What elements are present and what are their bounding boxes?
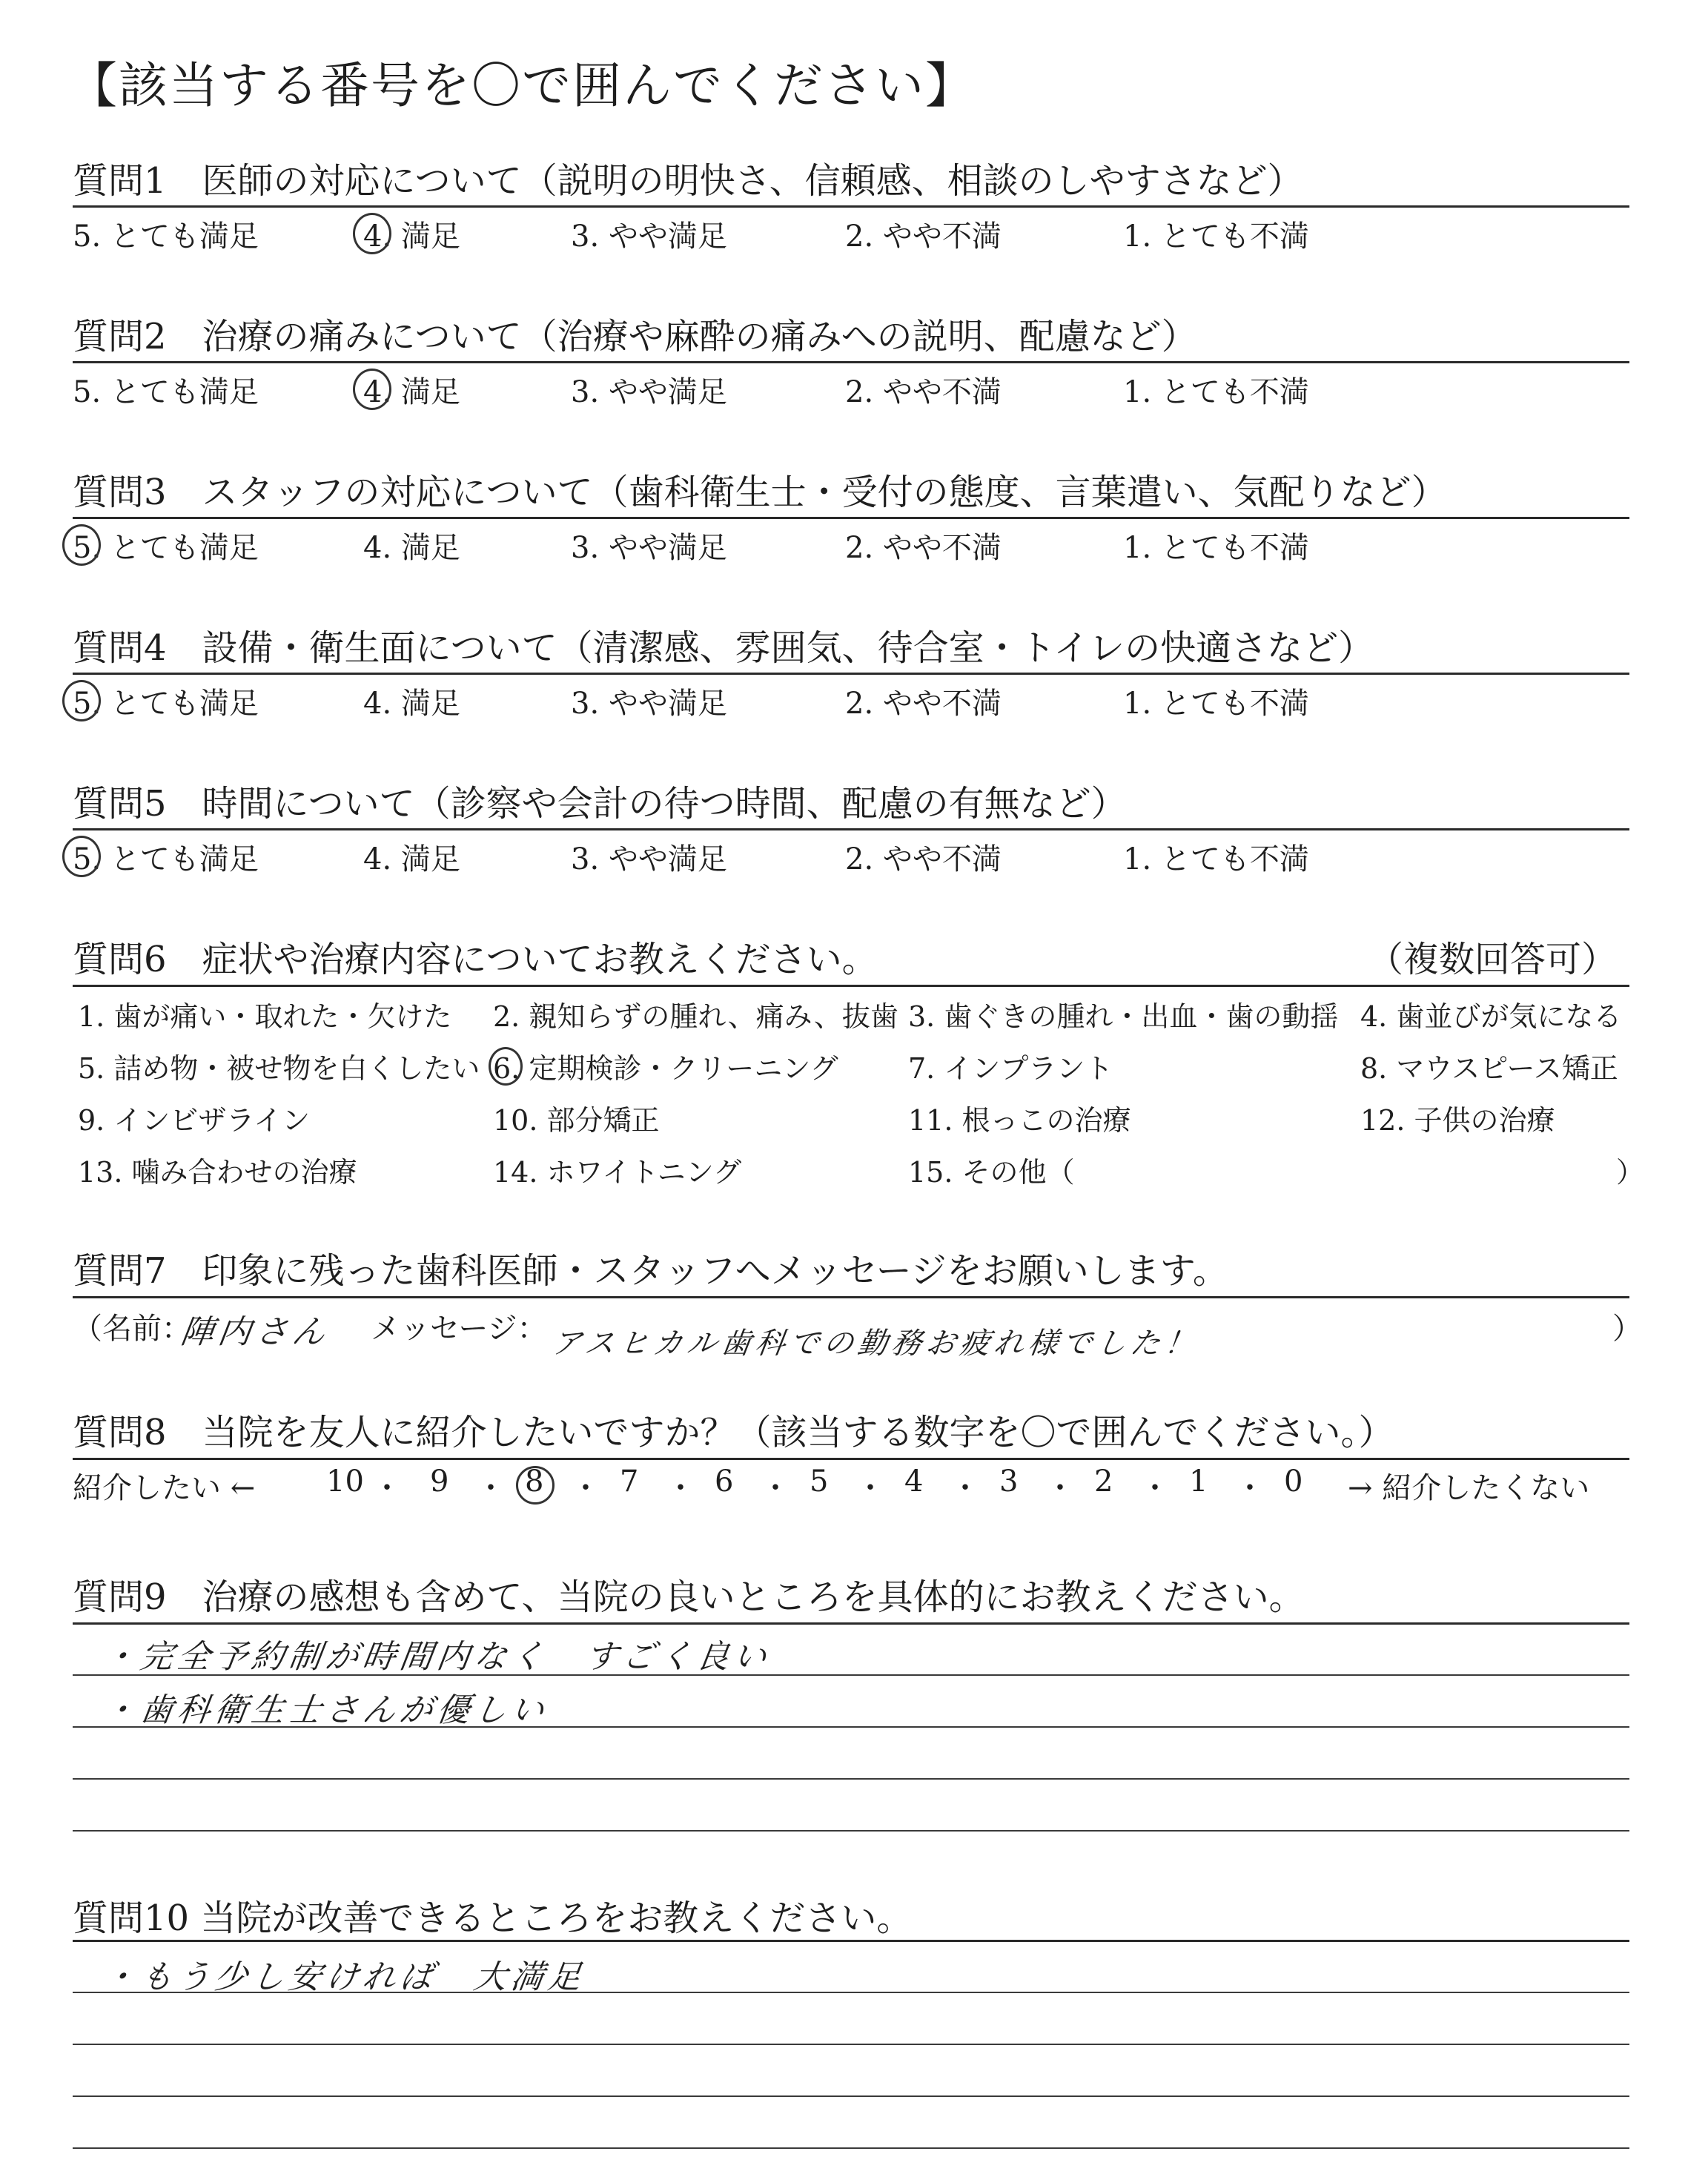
q4-rule	[73, 673, 1629, 675]
q5-option-5: 5. とても満足	[73, 842, 259, 876]
q6-item-15: 15. その他（	[908, 1156, 1075, 1189]
q8-scale-2: 2	[1094, 1464, 1113, 1499]
q5-selected-circle	[62, 836, 101, 877]
q4-option-1: 1. とても不満	[1123, 687, 1309, 721]
q5-option-2: 2. やや不満	[845, 842, 1002, 876]
q10-answer-line-1: ・もう少し安ければ 大満足	[100, 1958, 588, 1996]
q2-option-1: 1. とても不満	[1123, 375, 1309, 409]
q4-option-3: 3. やや満足	[571, 687, 727, 721]
q7-close: ）	[1612, 1312, 1642, 1346]
q3-option-1: 1. とても不満	[1123, 531, 1309, 565]
q8-scale-7: 7	[620, 1464, 639, 1499]
q6-item-7: 7. インプラント	[908, 1052, 1113, 1085]
q5-option-1: 1. とても不満	[1123, 842, 1309, 876]
q6-item-4: 4. 歯並びが気になる	[1360, 1000, 1622, 1033]
q1-selected-circle	[353, 213, 391, 254]
q10-rule	[73, 1940, 1629, 1942]
q5-option-3: 3. やや満足	[571, 842, 727, 876]
q5-label: 質問5 時間について（診察や会計の待つ時間、配慮の有無など）	[73, 783, 1127, 825]
q2-rule	[73, 361, 1629, 363]
q7-label: 質問7 印象に残った歯科医師・スタッフへメッセージをお願いします。	[73, 1250, 1228, 1292]
q2-selected-circle	[353, 369, 391, 410]
q6-item-10: 10. 部分矯正	[493, 1104, 660, 1137]
q8-scale-9: 9	[430, 1464, 449, 1499]
q8-separator-dot: ・	[855, 1471, 885, 1505]
q3-option-5: 5. とても満足	[73, 531, 259, 565]
q6-item-2: 2. 親知らずの腫れ、痛み、抜歯	[493, 1000, 898, 1033]
q6-rule	[73, 985, 1629, 987]
q8-scale-6: 6	[715, 1464, 734, 1499]
q7-name-value: 陣内さん	[178, 1313, 332, 1351]
q2-option-5: 5. とても満足	[73, 375, 259, 409]
q6-note: （複数回答可）	[1368, 939, 1618, 980]
q3-option-2: 2. やや不満	[845, 531, 1002, 565]
q6-item-11: 11. 根っこの治療	[908, 1104, 1131, 1137]
q6-item-8: 8. マウスピース矯正	[1360, 1052, 1618, 1085]
q8-separator-dot: ・	[666, 1471, 695, 1505]
q1-rule	[73, 205, 1629, 208]
q4-option-4: 4. 満足	[363, 687, 460, 721]
q8-scale-3: 3	[999, 1464, 1019, 1499]
q1-option-5: 5. とても満足	[73, 219, 259, 254]
q8-scale-1: 1	[1189, 1464, 1208, 1499]
q2-option-3: 3. やや満足	[571, 375, 727, 409]
q10-line	[73, 2044, 1629, 2045]
q8-scale-0: 0	[1284, 1464, 1303, 1499]
q6-item-1: 1. 歯が痛い・取れた・欠けた	[78, 1000, 452, 1033]
q6-item-3: 3. 歯ぐきの腫れ・出血・歯の動揺	[908, 1000, 1339, 1033]
q4-selected-circle	[62, 680, 101, 721]
q10-line	[73, 2095, 1629, 2097]
q6-item-14: 14. ホワイトニング	[493, 1156, 742, 1189]
q9-rule	[73, 1622, 1629, 1625]
q6-item-9: 9. インビザライン	[78, 1104, 311, 1137]
q10-line	[73, 2147, 1629, 2149]
q2-label: 質問2 治療の痛みについて（治療や麻酔の痛みへの説明、配慮など）	[73, 316, 1197, 357]
q8-right-label: → 紹介したくない	[1348, 1471, 1590, 1505]
q9-line	[73, 1830, 1629, 1832]
q4-option-2: 2. やや不満	[845, 687, 1002, 721]
q1-option-2: 2. やや不満	[845, 219, 1002, 254]
q8-separator-dot: ・	[950, 1471, 980, 1505]
q6-item-16: ）	[1616, 1156, 1645, 1189]
q6-item-6: 6. 定期検診・クリーニング	[493, 1052, 838, 1085]
q6-item-12: 12. 子供の治療	[1360, 1104, 1555, 1137]
q8-separator-dot: ・	[476, 1471, 506, 1505]
q8-left-label: 紹介したい ←	[73, 1471, 256, 1505]
q3-selected-circle	[62, 524, 101, 566]
q6-selected-circle	[489, 1047, 523, 1086]
q1-option-3: 3. やや満足	[571, 219, 727, 254]
q7-message-value: アスヒカル歯科での勤務お疲れ様でした！	[549, 1327, 1202, 1361]
q1-label: 質問1 医師の対応について（説明の明快さ、信頼感、相談のしやすさなど）	[73, 160, 1303, 202]
q3-option-4: 4. 満足	[363, 531, 460, 565]
q3-option-3: 3. やや満足	[571, 531, 727, 565]
q10-label: 質問10 当院が改善できるところをお教えください。	[73, 1898, 913, 1939]
page-title: 【該当する番号を〇で囲んでください】	[68, 57, 976, 114]
q4-option-5: 5. とても満足	[73, 687, 259, 721]
q1-option-1: 1. とても不満	[1123, 219, 1309, 254]
q6-item-5: 5. 詰め物・被せ物を白くしたい	[78, 1052, 480, 1085]
q2-option-4: 4. 満足	[363, 375, 460, 409]
q6-label: 質問6 症状や治療内容についてお教えください。	[73, 939, 878, 980]
q2-option-2: 2. やや不満	[845, 375, 1002, 409]
q8-scale-8: 8	[525, 1464, 544, 1499]
q7-rule	[73, 1296, 1629, 1298]
q5-option-4: 4. 満足	[363, 842, 460, 876]
q9-line	[73, 1778, 1629, 1780]
q8-separator-dot: ・	[1045, 1471, 1075, 1505]
q3-rule	[73, 517, 1629, 519]
q7-message-label: メッセージ：	[371, 1312, 547, 1346]
q8-separator-dot: ・	[372, 1471, 402, 1505]
q8-separator-dot: ・	[761, 1471, 790, 1505]
q7-name-label: （名前：	[73, 1312, 191, 1346]
q8-rule	[73, 1458, 1629, 1460]
q8-separator-dot: ・	[1235, 1471, 1265, 1505]
q5-rule	[73, 828, 1629, 830]
q1-option-4: 4. 満足	[363, 219, 460, 254]
q8-scale-5: 5	[810, 1464, 829, 1499]
q9-answer-line-2: ・歯科衛生士さんが優しい	[100, 1691, 551, 1729]
q9-label: 質問9 治療の感想も含めて、当院の良いところを具体的にお教えください。	[73, 1576, 1305, 1618]
q8-scale-4: 4	[904, 1464, 924, 1499]
q8-scale-10: 10	[326, 1464, 364, 1499]
q8-separator-dot: ・	[571, 1471, 600, 1505]
q8-label: 質問8 当院を友人に紹介したいですか？（該当する数字を〇で囲んでください。）	[73, 1412, 1394, 1453]
q9-answer-line-1: ・完全予約制が時間内なく すごく良い	[100, 1638, 773, 1676]
q8-separator-dot: ・	[1140, 1471, 1170, 1505]
q4-label: 質問4 設備・衛生面について（清潔感、雰囲気、待合室・トイレの快適さなど）	[73, 627, 1374, 669]
q6-item-13: 13. 噛み合わせの治療	[78, 1156, 357, 1189]
q3-label: 質問3 スタッフの対応について（歯科衛生士・受付の態度、言葉遣い、気配りなど）	[73, 472, 1447, 513]
q8-selected-circle	[516, 1466, 555, 1505]
